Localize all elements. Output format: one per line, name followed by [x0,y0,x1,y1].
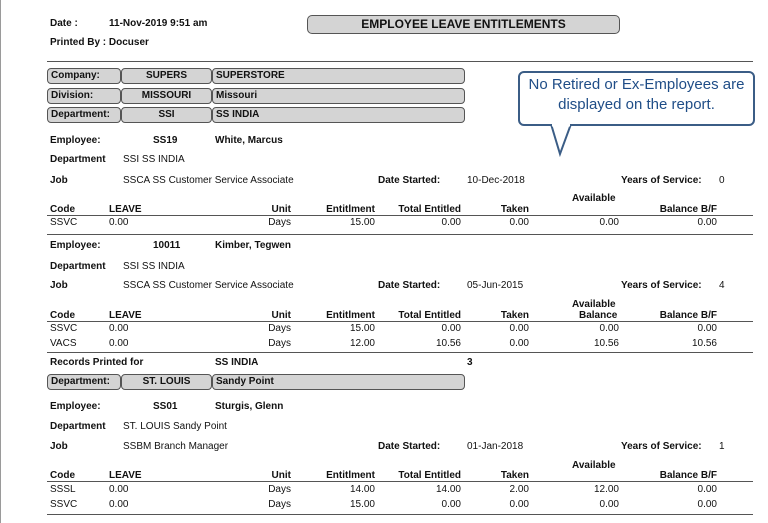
col-balance-bf: Balance B/F [659,204,717,215]
col-entitlement: Entitlment [326,204,375,215]
row-code: SSVC [50,323,78,334]
employee-department-label: Department [50,261,106,272]
row-unit: Days [268,217,291,228]
col-available: Available [572,460,616,471]
col-balance: Balance [579,310,618,321]
row-entitlement: 15.00 [349,217,375,228]
employee-code: SS19 [153,135,178,146]
row-code: SSVC [50,499,78,510]
header-divider [47,61,753,62]
row-taken: 0.00 [509,338,529,349]
department-label: Department: [47,107,121,123]
col-total-entitled: Total Entitled [398,204,461,215]
records-printed-label: Records Printed for [50,357,144,368]
row-balance-bf: 0.00 [697,484,717,495]
employee-department-label: Department [50,421,106,432]
row-code: SSSL [50,484,76,495]
division-label: Division: [47,88,121,104]
employee-job: SSBM Branch Manager [123,441,229,452]
department-code: SSI [121,107,212,123]
job-label: Job [50,175,68,186]
col-unit: Unit [271,470,291,481]
note-callout: No Retired or Ex-Employees are displayed on the report. [518,71,755,126]
col-unit: Unit [271,310,291,321]
employee-department: SSI SS INDIA [123,154,185,165]
col-taken: Taken [500,204,529,215]
col-leave: LEAVE [109,470,142,481]
division-code: MISSOURI [121,88,212,104]
date-started-value: 01-Jan-2018 [467,441,524,452]
row-leave: 0.00 [109,338,129,349]
company-name: SUPERSTORE [212,68,465,84]
department2-name: Sandy Point [212,374,465,390]
callout-pointer [549,124,579,158]
records-printed-count: 3 [467,357,473,368]
col-taken: Taken [500,310,529,321]
employee-job: SSCA SS Customer Service Associate [123,175,294,186]
row-balance-bf: 0.00 [697,217,717,228]
row-total-entitled: 0.00 [441,323,461,334]
col-total-entitled: Total Entitled [398,470,461,481]
job-label: Job [50,280,68,291]
date-started-label: Date Started: [378,441,441,452]
row-leave: 0.00 [109,323,129,334]
row-taken: 2.00 [509,484,529,495]
row-leave: 0.00 [109,217,129,228]
date-started-label: Date Started: [378,280,441,291]
row-total-entitled: 14.00 [435,484,461,495]
date-started-value: 10-Dec-2018 [467,175,525,186]
report-title: EMPLOYEE LEAVE ENTITLEMENTS [307,15,620,34]
col-balance-bf: Balance B/F [659,470,717,481]
employee-code: SS01 [153,401,178,412]
row-total-entitled: 0.00 [441,499,461,510]
records-printed-dept: SS INDIA [215,357,259,368]
row-total-entitled: 10.56 [435,338,461,349]
row-leave: 0.00 [109,499,129,510]
row-balance-bf: 10.56 [691,338,717,349]
employee-label: Employee: [50,135,101,146]
date-label: Date : [50,18,78,29]
row-taken: 0.00 [509,217,529,228]
employee-job: SSCA SS Customer Service Associate [123,280,294,291]
row-entitlement: 12.00 [349,338,375,349]
col-total-entitled: Total Entitled [398,310,461,321]
employee-name: Kimber, Tegwen [215,240,291,251]
col-entitlement: Entitlment [326,470,375,481]
job-label: Job [50,441,68,452]
row-balance-bf: 0.00 [697,323,717,334]
col-code: Code [50,310,75,321]
row-code: VACS [50,338,77,349]
row-taken: 0.00 [509,323,529,334]
table-header-rule [47,321,753,322]
col-balance-bf: Balance B/F [659,310,717,321]
row-available: 0.00 [599,217,619,228]
department2-label: Department: [47,374,121,390]
row-unit: Days [268,323,291,334]
row-available: 10.56 [593,338,619,349]
col-available: Available [572,193,616,204]
row-unit: Days [268,499,291,510]
department2-code: ST. LOUIS [121,374,212,390]
col-code: Code [50,470,75,481]
date-started-value: 05-Jun-2015 [467,280,524,291]
employee-code: 10011 [153,240,181,251]
row-available: 0.00 [599,323,619,334]
years-of-service-value: 0 [719,175,725,186]
col-unit: Unit [271,204,291,215]
employee-label: Employee: [50,401,101,412]
row-entitlement: 14.00 [349,484,375,495]
printed-by: Printed By : Docuser [50,37,149,48]
years-of-service-value: 4 [719,280,725,291]
row-total-entitled: 0.00 [441,217,461,228]
employee-department: SSI SS INDIA [123,261,185,272]
date-value: 11-Nov-2019 9:51 am [109,18,208,29]
col-code: Code [50,204,75,215]
employee-department-label: Department [50,154,106,165]
col-entitlement: Entitlment [326,310,375,321]
row-available: 0.00 [599,499,619,510]
company-code: SUPERS [121,68,212,84]
years-of-service-label: Years of Service: [621,175,702,186]
division-name: Missouri [212,88,465,104]
row-unit: Days [268,338,291,349]
col-leave: LEAVE [109,204,142,215]
years-of-service-value: 1 [719,441,725,452]
row-entitlement: 15.00 [349,499,375,510]
row-taken: 0.00 [509,499,529,510]
row-code: SSVC [50,217,78,228]
table-header-rule [47,215,753,216]
row-unit: Days [268,484,291,495]
col-taken: Taken [500,470,529,481]
years-of-service-label: Years of Service: [621,280,702,291]
employee-name: Sturgis, Glenn [215,401,284,412]
years-of-service-label: Years of Service: [621,441,702,452]
row-entitlement: 15.00 [349,323,375,334]
employee-label: Employee: [50,240,101,251]
row-leave: 0.00 [109,484,129,495]
employee-divider [47,234,753,235]
department-name: SS INDIA [212,107,465,123]
employee-name: White, Marcus [215,135,283,146]
employee-department: ST. LOUIS Sandy Point [123,421,227,432]
row-balance-bf: 0.00 [697,499,717,510]
date-started-label: Date Started: [378,175,441,186]
table-header-rule [47,481,753,482]
col-leave: LEAVE [109,310,142,321]
employee-divider [47,514,753,515]
company-label: Company: [47,68,121,84]
col-available: Available [572,299,616,310]
employee-divider [47,352,753,353]
row-available: 12.00 [593,484,619,495]
